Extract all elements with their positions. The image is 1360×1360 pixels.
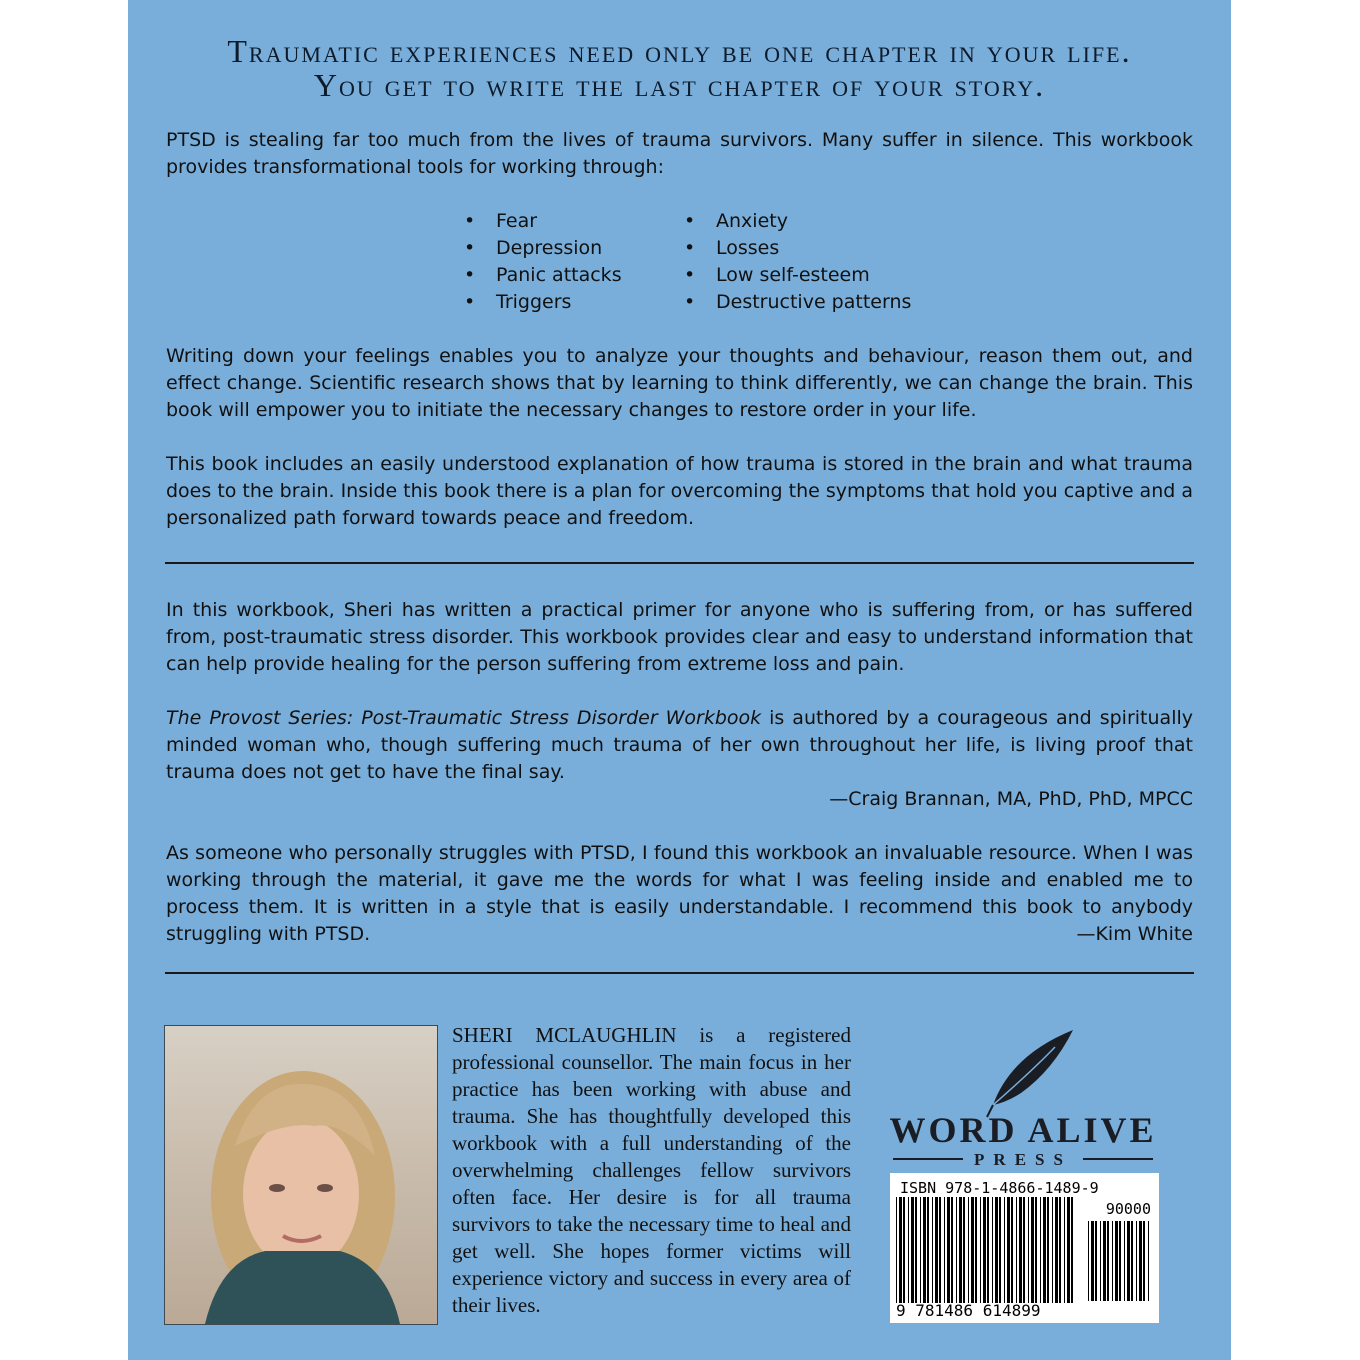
barcode-bar (1035, 1197, 1037, 1303)
barcode-bar (987, 1197, 989, 1303)
review-2-attribution: —Kim White (1076, 923, 1193, 945)
list-item: • Triggers (464, 289, 622, 316)
symptom-list-right (684, 208, 911, 316)
brain-paragraph: This book includes an easily understood explanation of how trauma is stored in the brain and what trauma does to the brain. Inside this book there is a plan for overcoming the symptoms that hold you captive and a personalized path forward towards peace and freedom. (166, 453, 1193, 529)
barcode-bar (980, 1197, 981, 1303)
barcode-bar (951, 1197, 953, 1303)
barcode-bar (959, 1197, 962, 1303)
barcode-bar (995, 1197, 998, 1303)
barcode-bar (1100, 1221, 1101, 1301)
barcode-bar (963, 1197, 965, 1303)
barcode-bar (923, 1197, 926, 1303)
barcode-bar (1043, 1197, 1046, 1303)
feelings-paragraph: Writing down your feelings enables you to analyze your thoughts and behaviour, reason them out, and effect change. Scientific research shows that by learning to think differently, we can change the brain. This book will empower you to initiate the necessary changes to restore order in your life. (166, 345, 1193, 421)
barcode-bar (1127, 1221, 1130, 1301)
barcode-bar (1047, 1197, 1049, 1303)
barcode-bar (1115, 1221, 1118, 1301)
barcode-bar (1095, 1221, 1097, 1301)
publisher-logo (883, 1025, 1163, 1170)
barcode-bar (1143, 1221, 1145, 1301)
barcode-bar (1103, 1221, 1106, 1301)
barcode-bar (920, 1197, 921, 1303)
barcode-bar (1004, 1197, 1005, 1303)
list-item: • Destructive patterns (684, 289, 911, 316)
review-1-text: is authored by a courageous and spiritually minded woman who, though suffering much trauma of her own throughout her life, is living proof that trauma does not get to have the final say. (166, 707, 1193, 783)
divider-1 (165, 562, 1194, 564)
barcode-bar (1124, 1221, 1125, 1301)
divider-2 (165, 972, 1194, 974)
barcode-bar (896, 1197, 897, 1303)
list-item: • Depression (464, 235, 622, 262)
barcode-bar (1112, 1221, 1113, 1301)
barcode-bar (1136, 1221, 1137, 1301)
list-item: • Panic attacks (464, 262, 622, 289)
tagline-line-2: You get to write the last chapter of your story. (313, 67, 1046, 103)
barcode-digits: 9 781486 614899 (896, 1301, 1041, 1320)
barcode-bar (915, 1197, 917, 1303)
barcode-bar (971, 1197, 974, 1303)
barcode-bar (1031, 1197, 1034, 1303)
tagline-line-1: Traumatic experiences need only be one chapter in your life. (227, 33, 1132, 69)
price-code: 90000 (1105, 1200, 1151, 1218)
barcode-bar (899, 1197, 902, 1303)
barcode-bar (983, 1197, 986, 1303)
barcode-bar (1019, 1197, 1022, 1303)
barcode-bar (903, 1197, 905, 1303)
publisher-name: WORD ALIVE (889, 1110, 1157, 1150)
barcode-bar (1067, 1197, 1070, 1303)
list-item: • Anxiety (684, 208, 911, 235)
barcode-bar (968, 1197, 969, 1303)
list-item: • Losses (684, 235, 911, 262)
barcode-bar (1071, 1197, 1073, 1303)
barcode-bar (911, 1197, 914, 1303)
author-bio: SHERI MCLAUGHLIN is a registered professional counsellor. The main focus in her practice has been working with abuse and trauma. She has thoughtfully developed this workbook with a full understanding of the overwhelming challenges fellow survivors often face. Her desire is for all trauma survivors to take the necessary time to heal and get well. She hopes former victims will experience victory and success in every area of their lives. (452, 1023, 851, 1317)
barcode-bar (908, 1197, 909, 1303)
barcode-bar (992, 1197, 993, 1303)
barcode-bar (1088, 1221, 1089, 1301)
barcode-bar (932, 1197, 933, 1303)
barcode-bar (1023, 1197, 1025, 1303)
barcode-bar (999, 1197, 1001, 1303)
barcode-bar (975, 1197, 977, 1303)
barcode-bar (1011, 1197, 1013, 1303)
author-photo (164, 1025, 438, 1325)
barcode-bar (939, 1197, 941, 1303)
barcode-bar (1148, 1221, 1149, 1301)
barcode-bar (1055, 1197, 1058, 1303)
barcode-bar (1119, 1221, 1121, 1301)
barcode-bar (1028, 1197, 1029, 1303)
back-cover (128, 0, 1231, 1360)
list-item: • Fear (464, 208, 622, 235)
review-1-attribution: —Craig Brannan, MA, PhD, PhD, MPCC (829, 788, 1193, 810)
barcode-bar (1131, 1221, 1133, 1301)
review-2-paragraph: As someone who personally struggles with PTSD, I found this workbook an invaluable resource. When I was working through the material, it gave me the words for what I was feeling inside and enabled me to process them. It is written in a style that is easily understandable. I recommend this book to anybody struggling with PTSD. (166, 842, 1193, 945)
barcode-bar (1064, 1197, 1065, 1303)
barcode-bar (956, 1197, 957, 1303)
barcode-bar (1052, 1197, 1053, 1303)
barcode-bar (944, 1197, 945, 1303)
barcode-bar (1091, 1221, 1094, 1301)
barcode-bar (1007, 1197, 1010, 1303)
review-1-paragraph-1: In this workbook, Sheri has written a practical primer for anyone who is suffering from, or has suffered from, post-traumatic stress disorder. This workbook provides clear and easy to understand information that can help provide healing for the person suffering from extreme loss and pain. (166, 599, 1193, 675)
barcode-bar (935, 1197, 938, 1303)
book-title: The Provost Series: Post-Traumatic Stress Disorder Workbook (166, 707, 762, 729)
list-item: • Low self-esteem (684, 262, 911, 289)
symptom-list-left (464, 208, 622, 316)
barcode-bar (1040, 1197, 1041, 1303)
barcode-bar (1139, 1221, 1142, 1301)
addon-bars (1088, 1221, 1152, 1301)
isbn-number: ISBN 978-1-4866-1489-9 (900, 1179, 1099, 1197)
quill-icon (883, 1025, 1163, 1170)
barcode-bar (947, 1197, 950, 1303)
barcode-bar (1107, 1221, 1109, 1301)
publisher-sub: PRESS (974, 1150, 1072, 1169)
barcode-bar (927, 1197, 929, 1303)
intro-paragraph: PTSD is stealing far too much from the lives of trauma survivors. Many suffer in silence. This workbook provides transformational tools for working through: (166, 129, 1193, 178)
barcode-bar (1016, 1197, 1017, 1303)
review-1-paragraph-2 (166, 705, 1193, 786)
barcode-bars (896, 1197, 1076, 1303)
barcode-bar (1059, 1197, 1061, 1303)
isbn-barcode (890, 1173, 1159, 1323)
